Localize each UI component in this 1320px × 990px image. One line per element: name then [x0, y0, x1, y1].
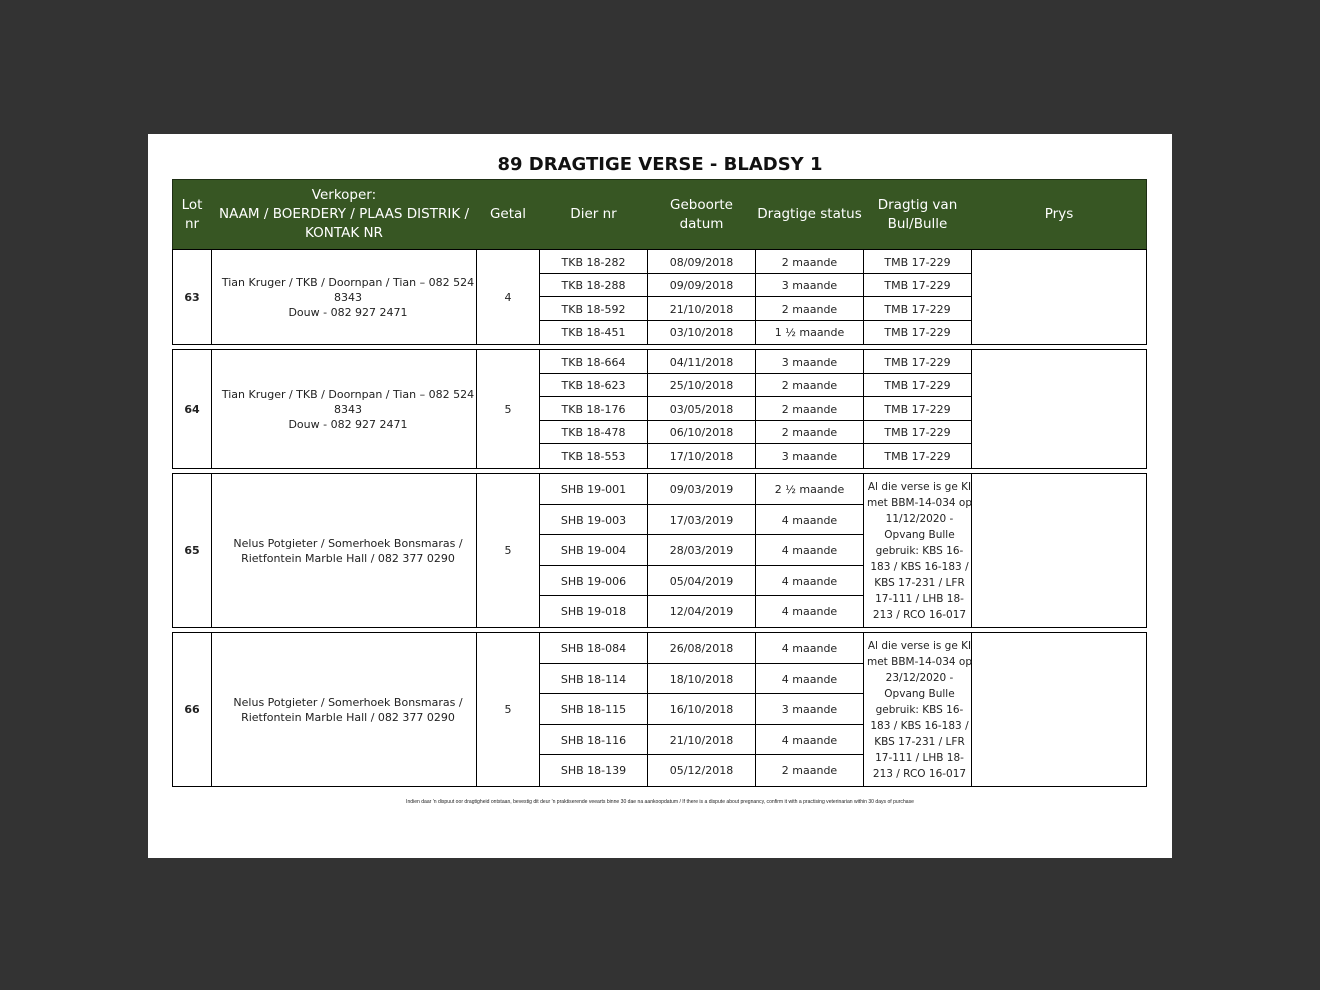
birth-date: 26/08/2018	[669, 642, 734, 655]
header-price: Prys	[1044, 206, 1074, 222]
lot-table	[172, 249, 1147, 345]
pregnancy-status: 2 maande	[781, 302, 838, 316]
birth-date: 09/09/2018	[669, 279, 734, 292]
pregnancy-status: 1 ½ maande	[774, 326, 845, 339]
animal-count: 5	[504, 703, 512, 716]
sire-note: Al die verse is ge KI met BBM-14-034 op 11/12/2020 - Opvang Bulle gebruik: KBS 16-183 / KBS 16-183 / KBS 17-231 / LFR 17-111 / LHB 18-213 / RCO 16-017	[866, 480, 972, 621]
lot-number: 63	[184, 290, 200, 304]
pregnancy-status: 4 maande	[781, 513, 838, 527]
seller-info: Nelus Potgieter / Somerhoek Bonsmaras / Rietfontein Marble Hall / 082 377 0290	[233, 695, 463, 724]
animal-id: SHB 19-018	[560, 605, 627, 618]
sire-id: TMB 17-229	[884, 379, 951, 392]
animal-id: TKB 18-664	[561, 355, 626, 369]
animal-id: SHB 18-115	[560, 703, 627, 716]
animal-id: TKB 18-623	[561, 379, 626, 392]
birth-date: 04/11/2018	[669, 355, 734, 369]
sire-note: Al die verse is ge KI met BBM-14-034 op 23/12/2020 - Opvang Bulle gebruik: KBS 16-183 / KBS 16-183 / KBS 17-231 / LFR 17-111 / LHB 18-213 / RCO 16-017	[866, 639, 972, 780]
animal-id: SHB 18-084	[560, 642, 627, 655]
table-header	[172, 179, 1147, 250]
page-title: 89 DRAGTIGE VERSE - BLADSY 1	[497, 154, 823, 175]
pregnancy-status: 3 maande	[781, 449, 838, 463]
birth-date: 21/10/2018	[669, 302, 734, 316]
birth-date: 08/09/2018	[669, 255, 734, 269]
pregnancy-status: 4 maande	[781, 574, 838, 588]
animal-count: 5	[504, 544, 512, 557]
lot-table	[172, 473, 1147, 628]
document-page	[148, 134, 1172, 858]
header-seller: Verkoper: NAAM / BOERDERY / PLAAS DISTRIK / KONTAK NR	[218, 187, 470, 241]
pregnancy-status: 3 maande	[781, 279, 838, 292]
pregnancy-status: 4 maande	[781, 642, 838, 655]
lot-table	[172, 349, 1147, 469]
lot-number: 65	[184, 544, 200, 557]
price-cell	[972, 633, 1146, 786]
pregnancy-status: 2 maande	[781, 402, 838, 416]
animal-count: 4	[504, 290, 512, 304]
birth-date: 25/10/2018	[669, 379, 734, 392]
sire-id: TMB 17-229	[884, 355, 951, 369]
sire-id: TMB 17-229	[884, 255, 951, 269]
animal-id: SHB 18-114	[560, 672, 627, 686]
header-birth-date: Geboorte datum	[669, 196, 733, 232]
animal-id: SHB 19-006	[560, 574, 627, 588]
birth-date: 06/10/2018	[669, 426, 734, 439]
lot-number: 66	[184, 703, 200, 716]
sire-id: TMB 17-229	[884, 326, 951, 339]
header-pregnancy-status: Dragtige status	[757, 206, 862, 222]
birth-date: 21/10/2018	[669, 733, 734, 747]
birth-date: 05/04/2019	[669, 574, 734, 588]
animal-id: SHB 18-116	[560, 733, 627, 747]
birth-date: 12/04/2019	[669, 605, 734, 618]
sire-id: TMB 17-229	[884, 279, 951, 292]
animal-id: TKB 18-451	[561, 326, 626, 339]
birth-date: 17/10/2018	[669, 449, 734, 463]
pregnancy-status: 2 maande	[781, 426, 838, 439]
birth-date: 03/10/2018	[669, 326, 734, 339]
birth-date: 16/10/2018	[669, 703, 734, 716]
sire-id: TMB 17-229	[884, 302, 951, 316]
animal-count: 5	[504, 402, 512, 416]
price-cell	[972, 250, 1146, 344]
header-count: Getal	[489, 206, 527, 222]
header-sire: Dragtig van Bul/Bulle	[877, 196, 958, 232]
pregnancy-status: 3 maande	[781, 355, 838, 369]
pregnancy-status: 4 maande	[781, 544, 838, 557]
birth-date: 17/03/2019	[669, 513, 734, 527]
animal-id: TKB 18-592	[561, 302, 626, 316]
birth-date: 28/03/2019	[669, 544, 734, 557]
animal-id: SHB 19-003	[560, 513, 627, 527]
sire-id: TMB 17-229	[884, 402, 951, 416]
animal-id: TKB 18-288	[561, 279, 626, 292]
birth-date: 18/10/2018	[669, 672, 734, 686]
pregnancy-status: 3 maande	[781, 703, 838, 716]
lot-table	[172, 632, 1147, 787]
sire-id: TMB 17-229	[884, 449, 951, 463]
lot-number: 64	[184, 402, 200, 416]
animal-id: SHB 19-004	[560, 544, 627, 557]
pregnancy-status: 4 maande	[781, 672, 838, 686]
animal-id: TKB 18-553	[561, 449, 626, 463]
header-lot-nr: Lot nr	[181, 196, 203, 232]
animal-id: SHB 19-001	[560, 483, 627, 496]
footer-disclaimer: Indien daar 'n dispuut oor dragtigheid ontstaan, bevestig dit deur 'n praktiserende veearts binne 30 dae na aankoopdatum / If there is a dispute about pregnancy, confirm it with a practising veterinarian within 30 days of purchase	[406, 799, 914, 805]
pregnancy-status: 4 maande	[781, 605, 838, 618]
seller-info: Nelus Potgieter / Somerhoek Bonsmaras / Rietfontein Marble Hall / 082 377 0290	[233, 536, 463, 565]
animal-id: SHB 18-139	[560, 764, 627, 777]
pregnancy-status: 2 maande	[781, 255, 838, 269]
price-cell	[972, 350, 1146, 468]
animal-id: TKB 18-282	[561, 255, 626, 269]
birth-date: 05/12/2018	[669, 764, 734, 777]
pregnancy-status: 4 maande	[781, 733, 838, 747]
animal-id: TKB 18-176	[561, 402, 626, 416]
seller-info: Tian Kruger / TKB / Doornpan / Tian – 082 524 8343 Douw - 082 927 2471	[221, 275, 475, 319]
sire-id: TMB 17-229	[884, 426, 951, 439]
pregnancy-status: 2 maande	[781, 379, 838, 392]
animal-id: TKB 18-478	[561, 426, 626, 439]
seller-info: Tian Kruger / TKB / Doornpan / Tian – 082 524 8343 Douw - 082 927 2471	[221, 387, 475, 431]
pregnancy-status: 2 maande	[781, 764, 838, 777]
birth-date: 09/03/2019	[669, 483, 734, 496]
pregnancy-status: 2 ½ maande	[774, 483, 845, 496]
price-cell	[972, 474, 1146, 627]
birth-date: 03/05/2018	[669, 402, 734, 416]
header-animal-nr: Dier nr	[570, 206, 617, 222]
